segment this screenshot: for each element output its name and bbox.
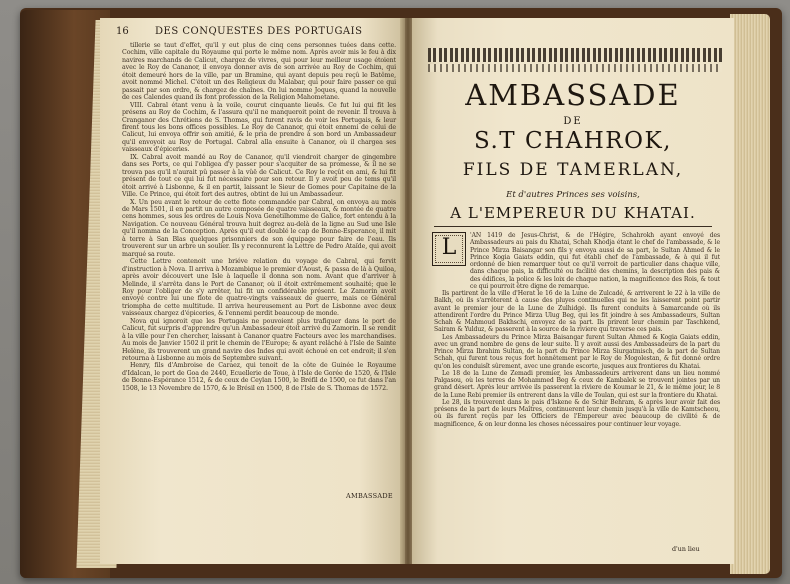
title-fils: FILS DE TAMERLAN,	[462, 160, 684, 180]
title-subtitle: Et d'autres Princes ses voisins,	[506, 190, 640, 200]
page-edges-right	[730, 14, 770, 574]
paragraph: Henry, fils d'Ambroise de Caraez, qui tenoit de la côte de Guinée le Royaume d'Idalcan, le port de Goa de 2440, Ecuellerie de Toue, à l'Isle de Gorée de 1520, & l'Isle de Bonne-Espérance 1512, & de ceux de Ceylan 1500, le Bréfil de 1500, ce fut dans l'an 1508, le 13 Novembre de 1570, & le Brésil en 1500, 8 de l'Isle de S. Thomas de 1572.	[122, 362, 396, 392]
right-page	[412, 18, 734, 564]
catchword-right: d'un lieu	[672, 546, 700, 553]
paragraph: Le 28, ils trouverent dans le pais d'Iskene & de Schir Behram, & après leur avoir fait des présens de la part de leurs Maîtres, continuerent leur chemin jusqu'à la ville de Kamtscheou, où ils furent reçûs par les Officiers de l'Empereur avec beaucoup de civilité & de magnificence, & on leur donna les choses nécessaires pour continuer leur voyage.	[434, 398, 720, 428]
paragraph: X. Un peu avant le retour de cette flote commandée par Cabral, on envoya au mois de Mars 1501, il en partit un autre composée de quatre vaisseaux, & montée de quatre cens hommes, sous les ordres de Louis Nova Genetilhomme de Galice, fort entendu à la Navigation. Ce nouveau Général trouva huit degrez au-delà de la ligne au Sud une Isle qu'il nomma de la Conception. Après qu'il eut doublé le cap de Bonne-Esperance, il mit à terre à San Blas quelques prisonniers de son équipage pour faire de l'eau. Ils trouverent sur un arbre un soulier. Ils y reconnurent la Lettre de Pedro Ataïde, qui avoit marqué sa route.	[122, 198, 396, 258]
page-number: 16	[116, 26, 129, 37]
paragraph: Cette Lettre contenoit une briéve relation du voyage de Cabral, qui fervit d'instruction à Nova. Il arriva à Mozambique le premier d'Aoust, & passa de là à Quiloa, après avoir découvert une Isle à laquelle il donna son nom. Avant que d'arriver à Melinde, il s'arrêta dans le Port de Cananor, où il étoit extrêmement souhaité; que le Roy pour l'obliger de s'y arrêter, lui fit un confidérable présent. Le Zamorin avoit envoyé contre lui une flote de quatre-vingts vaisseaux de guerre, mais ce Général triompha de cette multitude. Il arriva heureusement au Port de Lisbonne avec deux vaisseaux chargez d'épiceries, & l'ennemi perdit beaucoup de monde.	[122, 258, 396, 318]
left-page	[100, 18, 405, 564]
paragraph: VIII. Cabral étant venu à la voile, courut cinquante lieuës. Ce fut lui qui fit les présens au Roy de Cochim, & l'assura qu'il ne manqueroit point de revenir. Il trouva à Cranganor des Chrétiens de S. Thomas, qui furent ravis de voir les Portugais, & leur firent tous les bons offices possibles. Le Roy de Cananor, qui étoit ennemi de celui de Calicut, lui envoya offrir son amitié, & le pria de prendre à son bord un Ambassadeur qu'il envoyoit au Roy de Portugal. Cabral alla ensuite à Cananor, où il chargea ses vaisseaux d'épiceries.	[122, 101, 396, 154]
title-main: AMBASSADE	[465, 78, 681, 112]
ornament-band	[428, 48, 722, 62]
catchword: AMBASSADE	[346, 492, 393, 500]
right-body-text	[434, 232, 720, 428]
paragraph: IX. Cabral avoit mandé au Roy de Cananor, qu'il viendroit charger de gingembre dans ses Ports, ce qui l'obligea d'y passer pour s'acquiter de sa promesse, & il ne se trouva pas qu'il n'aurait pû passer à la vûë de Calicut. Ce Roy le reçût en ami, & lui fit présent de tout ce qui lui fut nécessaire pour son retour. Il y avoit peu de tems qu'il étoit arrivé à Lisbonne, & il en partit, laissant le Sieur de Gomes pour Capitaine de la Ville. Ce Prince, qui étoit fort des autres, obtint de lui un Ambassadeur.	[122, 153, 396, 199]
paragraph: 'AN 1419 de Jesus-Christ, & de l'Hégire, Schahrokh ayant envoyé des Ambassadeurs au pais du Khatai, Schah Khodja étant le chef de l'ambassade, & le Prince Mirza Baisangar son fils y envoya aussi de sa part, le Sultan Ahmed & le Prince Kogia Gaiats eddin, qui fut établi chef de l'ambassade, & à qui il fut ordonné de bien remarquer tout ce qu'il verroit de particulier dans chaque ville, dans chaque pais, la difficulté ou facilité des chemins, la description des pais & des édifices, la police & les loix de chaque nation, la magnificence des Rois, & tout ce qui pourroit être digne de remarque.	[470, 232, 720, 290]
paragraph: Le 18 de la Lune de Zemadi premier, les Ambassadeurs arriverent dans un lieu nommé Palgasou, où les terres de Mohammed Beg & ceux de Kambalek se trouvent jointes par un grand désert. Après leur arrivée ils passerent la riviere de Koumar le 21, & le même jour, le 8 de la Lune Rebi premier ils entrerent dans la ville de Toulan, qui est sur la frontiere du Khatai.	[434, 369, 720, 399]
title-rule	[434, 226, 712, 227]
paragraph: Ils partirent de la ville d'Herat le 16 de la Lune de Zulcadé, & arriverent le 22 à la ville de Balkh, où ils s'arrêterent à cause des pluyes continuelles qui ne les laisserent point partir avant le premier jour de la Lune de Zulhidgé. Ils furent conduits à Samarcande où ils attendirent l'ordre du Prince Mirza Ulug Beg, qui les fit joindre à ses Ambassadeurs, Sultan Schah & Mahmoud Bakhschi, envoyez de sa part. Ils prirent leur chemin par Taschkend, Sairam & Yulduz, & passerent à la source de la riviere qui traverse ces pais.	[434, 290, 720, 334]
ornament-band-lower	[428, 64, 722, 72]
paragraph: Les Ambassadeurs du Prince Mirza Baisangar furent Sultan Ahmed & Kogia Gaiats eddin, avec un grand nombre de gens de leur suite. Il y avoit aussi des Ambassadeurs de la part du Prince Mirza Ibrahim Sultan, de la part du Prince Mirza Siurgatmisch, de la part de Sultan Schah, qui furent tous reçus fort honnêtement par le Roy de Mogolestan, & fut donné ordre qu'on les conduisît sûrement, avec une grande escorte, jusques aux frontieres du Khatai.	[434, 333, 720, 370]
running-head: DES CONQUESTES DES PORTUGAIS	[155, 26, 363, 37]
paragraph: Nova qui ignoroit que les Portugais ne pouvoient plus trafiquer dans le port de Calicut, fut surpris d'apprendre qu'un Ambassadeur étoit arrivé du Zamorin. Il se rendit à la ville pour l'en chercher, laissant à Cananor quatre Facteurs avec les marchandises. Au mois de Janvier 1502 il prit le chemin de l'Europe; & ayant relâché à l'Isle de Sainte Helène, ils trouverent un grand navire des Indes qui avoit échoué en cet endroit; il s'en retourna à Lisbonne au mois de Septembre suivant.	[122, 317, 396, 363]
paragraph: tillerie se taut d'effet, qu'il y eut plus de cinq cens personnes tuées dans cette. Cochim, ville capitale du Royaume qui porte le même nom. Après avoir mis le feu à dix navires marchands de Calicut, chargez de vivres, qui pour leur meilleur usage étoient avec le Roy de Cananor, il envoya donner avis de son arrivée au Roy de Cochim, qui étoit demeuré hors de la ville, par un Bramine, qui ayant depuis peu reçû le Batême, avoit nommé Michel. C'étoit un des Religieux du Malabar, qui pour faire passer ce qui passait par son ordre, & chargez de chaînes. On lui nomme Joques, quand la nouvelle de ces Calendes quand ils font profession de la Religion Mahometane.	[122, 42, 396, 102]
left-body-text	[122, 42, 396, 392]
title-person: S.T CHAHROK,	[474, 128, 672, 154]
drop-cap: L	[432, 232, 466, 266]
title-de: DE	[563, 116, 583, 127]
title-destination: A L'EMPEREUR DU KHATAI.	[450, 204, 696, 222]
